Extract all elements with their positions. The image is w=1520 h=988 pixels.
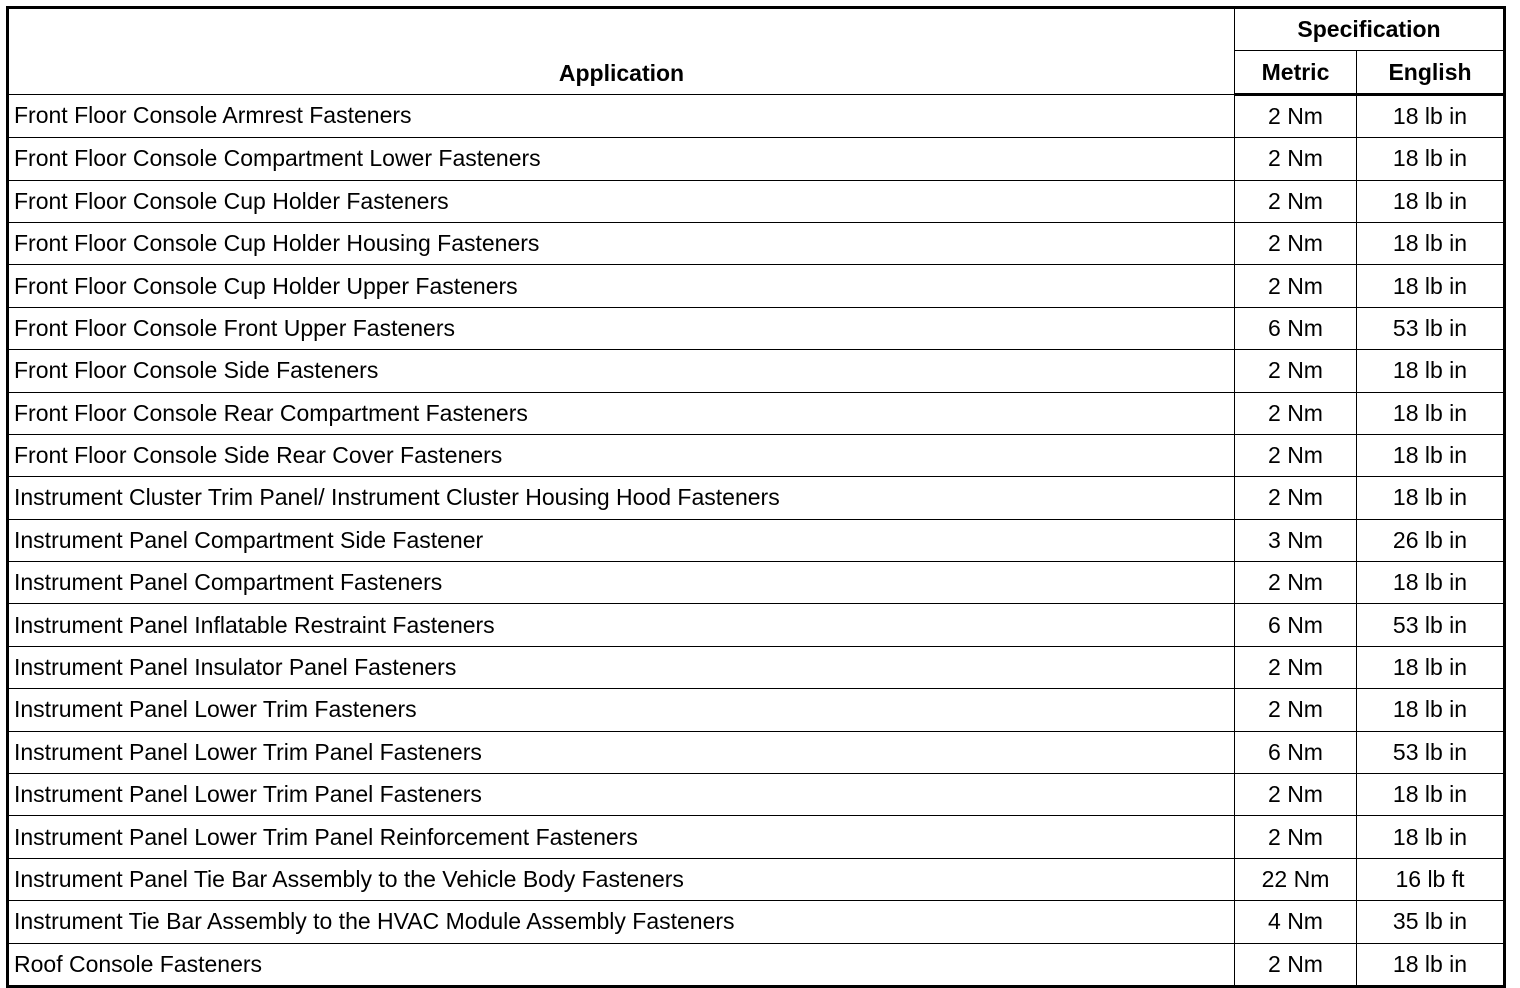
table-row: [8, 943, 1505, 986]
table-row: [8, 307, 1505, 349]
application-cell: Front Floor Console Cup Holder Fasteners: [8, 180, 1235, 222]
table-row: [8, 350, 1505, 392]
table-row: [8, 222, 1505, 264]
metric-cell: 2 Nm: [1235, 477, 1357, 519]
table-row: [8, 731, 1505, 773]
metric-cell: 6 Nm: [1235, 731, 1357, 773]
metric-cell: 6 Nm: [1235, 604, 1357, 646]
application-cell: Instrument Panel Compartment Side Fastener: [8, 519, 1235, 561]
metric-cell: 2 Nm: [1235, 350, 1357, 392]
application-cell: Front Floor Console Rear Compartment Fasteners: [8, 392, 1235, 434]
metric-cell: 2 Nm: [1235, 180, 1357, 222]
table-row: [8, 562, 1505, 604]
table-row: [8, 180, 1505, 222]
metric-cell: 2 Nm: [1235, 265, 1357, 307]
english-cell: 53 lb in: [1357, 604, 1505, 646]
application-cell: Instrument Tie Bar Assembly to the HVAC Module Assembly Fasteners: [8, 901, 1235, 943]
metric-cell: 2 Nm: [1235, 943, 1357, 986]
table-row: [8, 646, 1505, 688]
table-row: [8, 816, 1505, 858]
metric-cell: 2 Nm: [1235, 222, 1357, 264]
metric-cell: 2 Nm: [1235, 94, 1357, 137]
application-header: Application: [8, 8, 1235, 95]
metric-cell: 3 Nm: [1235, 519, 1357, 561]
table-row: [8, 265, 1505, 307]
application-cell: Front Floor Console Side Rear Cover Fasteners: [8, 434, 1235, 476]
metric-cell: 4 Nm: [1235, 901, 1357, 943]
english-header: English: [1357, 51, 1505, 94]
header-row-top: [8, 8, 1505, 51]
english-cell: 18 lb in: [1357, 138, 1505, 180]
table-body: [8, 94, 1505, 986]
application-cell: Instrument Cluster Trim Panel/ Instrument Cluster Housing Hood Fasteners: [8, 477, 1235, 519]
application-cell: Instrument Panel Compartment Fasteners: [8, 562, 1235, 604]
table-row: [8, 901, 1505, 943]
english-cell: 18 lb in: [1357, 350, 1505, 392]
metric-cell: 2 Nm: [1235, 646, 1357, 688]
english-cell: 18 lb in: [1357, 265, 1505, 307]
table-row: [8, 774, 1505, 816]
application-cell: Instrument Panel Lower Trim Panel Fasteners: [8, 774, 1235, 816]
table-row: [8, 138, 1505, 180]
english-cell: 18 lb in: [1357, 477, 1505, 519]
metric-cell: 2 Nm: [1235, 392, 1357, 434]
application-cell: Instrument Panel Lower Trim Fasteners: [8, 689, 1235, 731]
application-cell: Instrument Panel Inflatable Restraint Fasteners: [8, 604, 1235, 646]
english-cell: 26 lb in: [1357, 519, 1505, 561]
english-cell: 18 lb in: [1357, 392, 1505, 434]
application-cell: Instrument Panel Tie Bar Assembly to the Vehicle Body Fasteners: [8, 858, 1235, 900]
application-cell: Front Floor Console Compartment Lower Fasteners: [8, 138, 1235, 180]
application-cell: Front Floor Console Armrest Fasteners: [8, 94, 1235, 137]
metric-cell: 2 Nm: [1235, 138, 1357, 180]
application-cell: Roof Console Fasteners: [8, 943, 1235, 986]
table-row: [8, 519, 1505, 561]
table-row: [8, 392, 1505, 434]
application-cell: Front Floor Console Side Fasteners: [8, 350, 1235, 392]
english-cell: 18 lb in: [1357, 222, 1505, 264]
metric-cell: 2 Nm: [1235, 816, 1357, 858]
table-row: [8, 94, 1505, 137]
application-cell: Front Floor Console Cup Holder Upper Fasteners: [8, 265, 1235, 307]
table-header: [8, 8, 1505, 95]
english-cell: 16 lb ft: [1357, 858, 1505, 900]
english-cell: 18 lb in: [1357, 689, 1505, 731]
metric-cell: 2 Nm: [1235, 434, 1357, 476]
metric-cell: 2 Nm: [1235, 689, 1357, 731]
english-cell: 18 lb in: [1357, 562, 1505, 604]
english-cell: 18 lb in: [1357, 94, 1505, 137]
metric-cell: 2 Nm: [1235, 774, 1357, 816]
specification-header: Specification: [1235, 8, 1505, 51]
table-row: [8, 604, 1505, 646]
english-cell: 53 lb in: [1357, 731, 1505, 773]
metric-cell: 6 Nm: [1235, 307, 1357, 349]
application-cell: Instrument Panel Lower Trim Panel Fasteners: [8, 731, 1235, 773]
english-cell: 18 lb in: [1357, 943, 1505, 986]
table-row: [8, 858, 1505, 900]
english-cell: 35 lb in: [1357, 901, 1505, 943]
table-row: [8, 477, 1505, 519]
table-row: [8, 689, 1505, 731]
application-cell: Instrument Panel Insulator Panel Fasteners: [8, 646, 1235, 688]
application-cell: Front Floor Console Front Upper Fasteners: [8, 307, 1235, 349]
metric-cell: 22 Nm: [1235, 858, 1357, 900]
table-row: [8, 434, 1505, 476]
english-cell: 53 lb in: [1357, 307, 1505, 349]
english-cell: 18 lb in: [1357, 434, 1505, 476]
fastener-spec-table: [6, 6, 1506, 988]
application-cell: Front Floor Console Cup Holder Housing Fasteners: [8, 222, 1235, 264]
english-cell: 18 lb in: [1357, 180, 1505, 222]
metric-cell: 2 Nm: [1235, 562, 1357, 604]
english-cell: 18 lb in: [1357, 774, 1505, 816]
english-cell: 18 lb in: [1357, 646, 1505, 688]
metric-header: Metric: [1235, 51, 1357, 94]
english-cell: 18 lb in: [1357, 816, 1505, 858]
application-cell: Instrument Panel Lower Trim Panel Reinforcement Fasteners: [8, 816, 1235, 858]
